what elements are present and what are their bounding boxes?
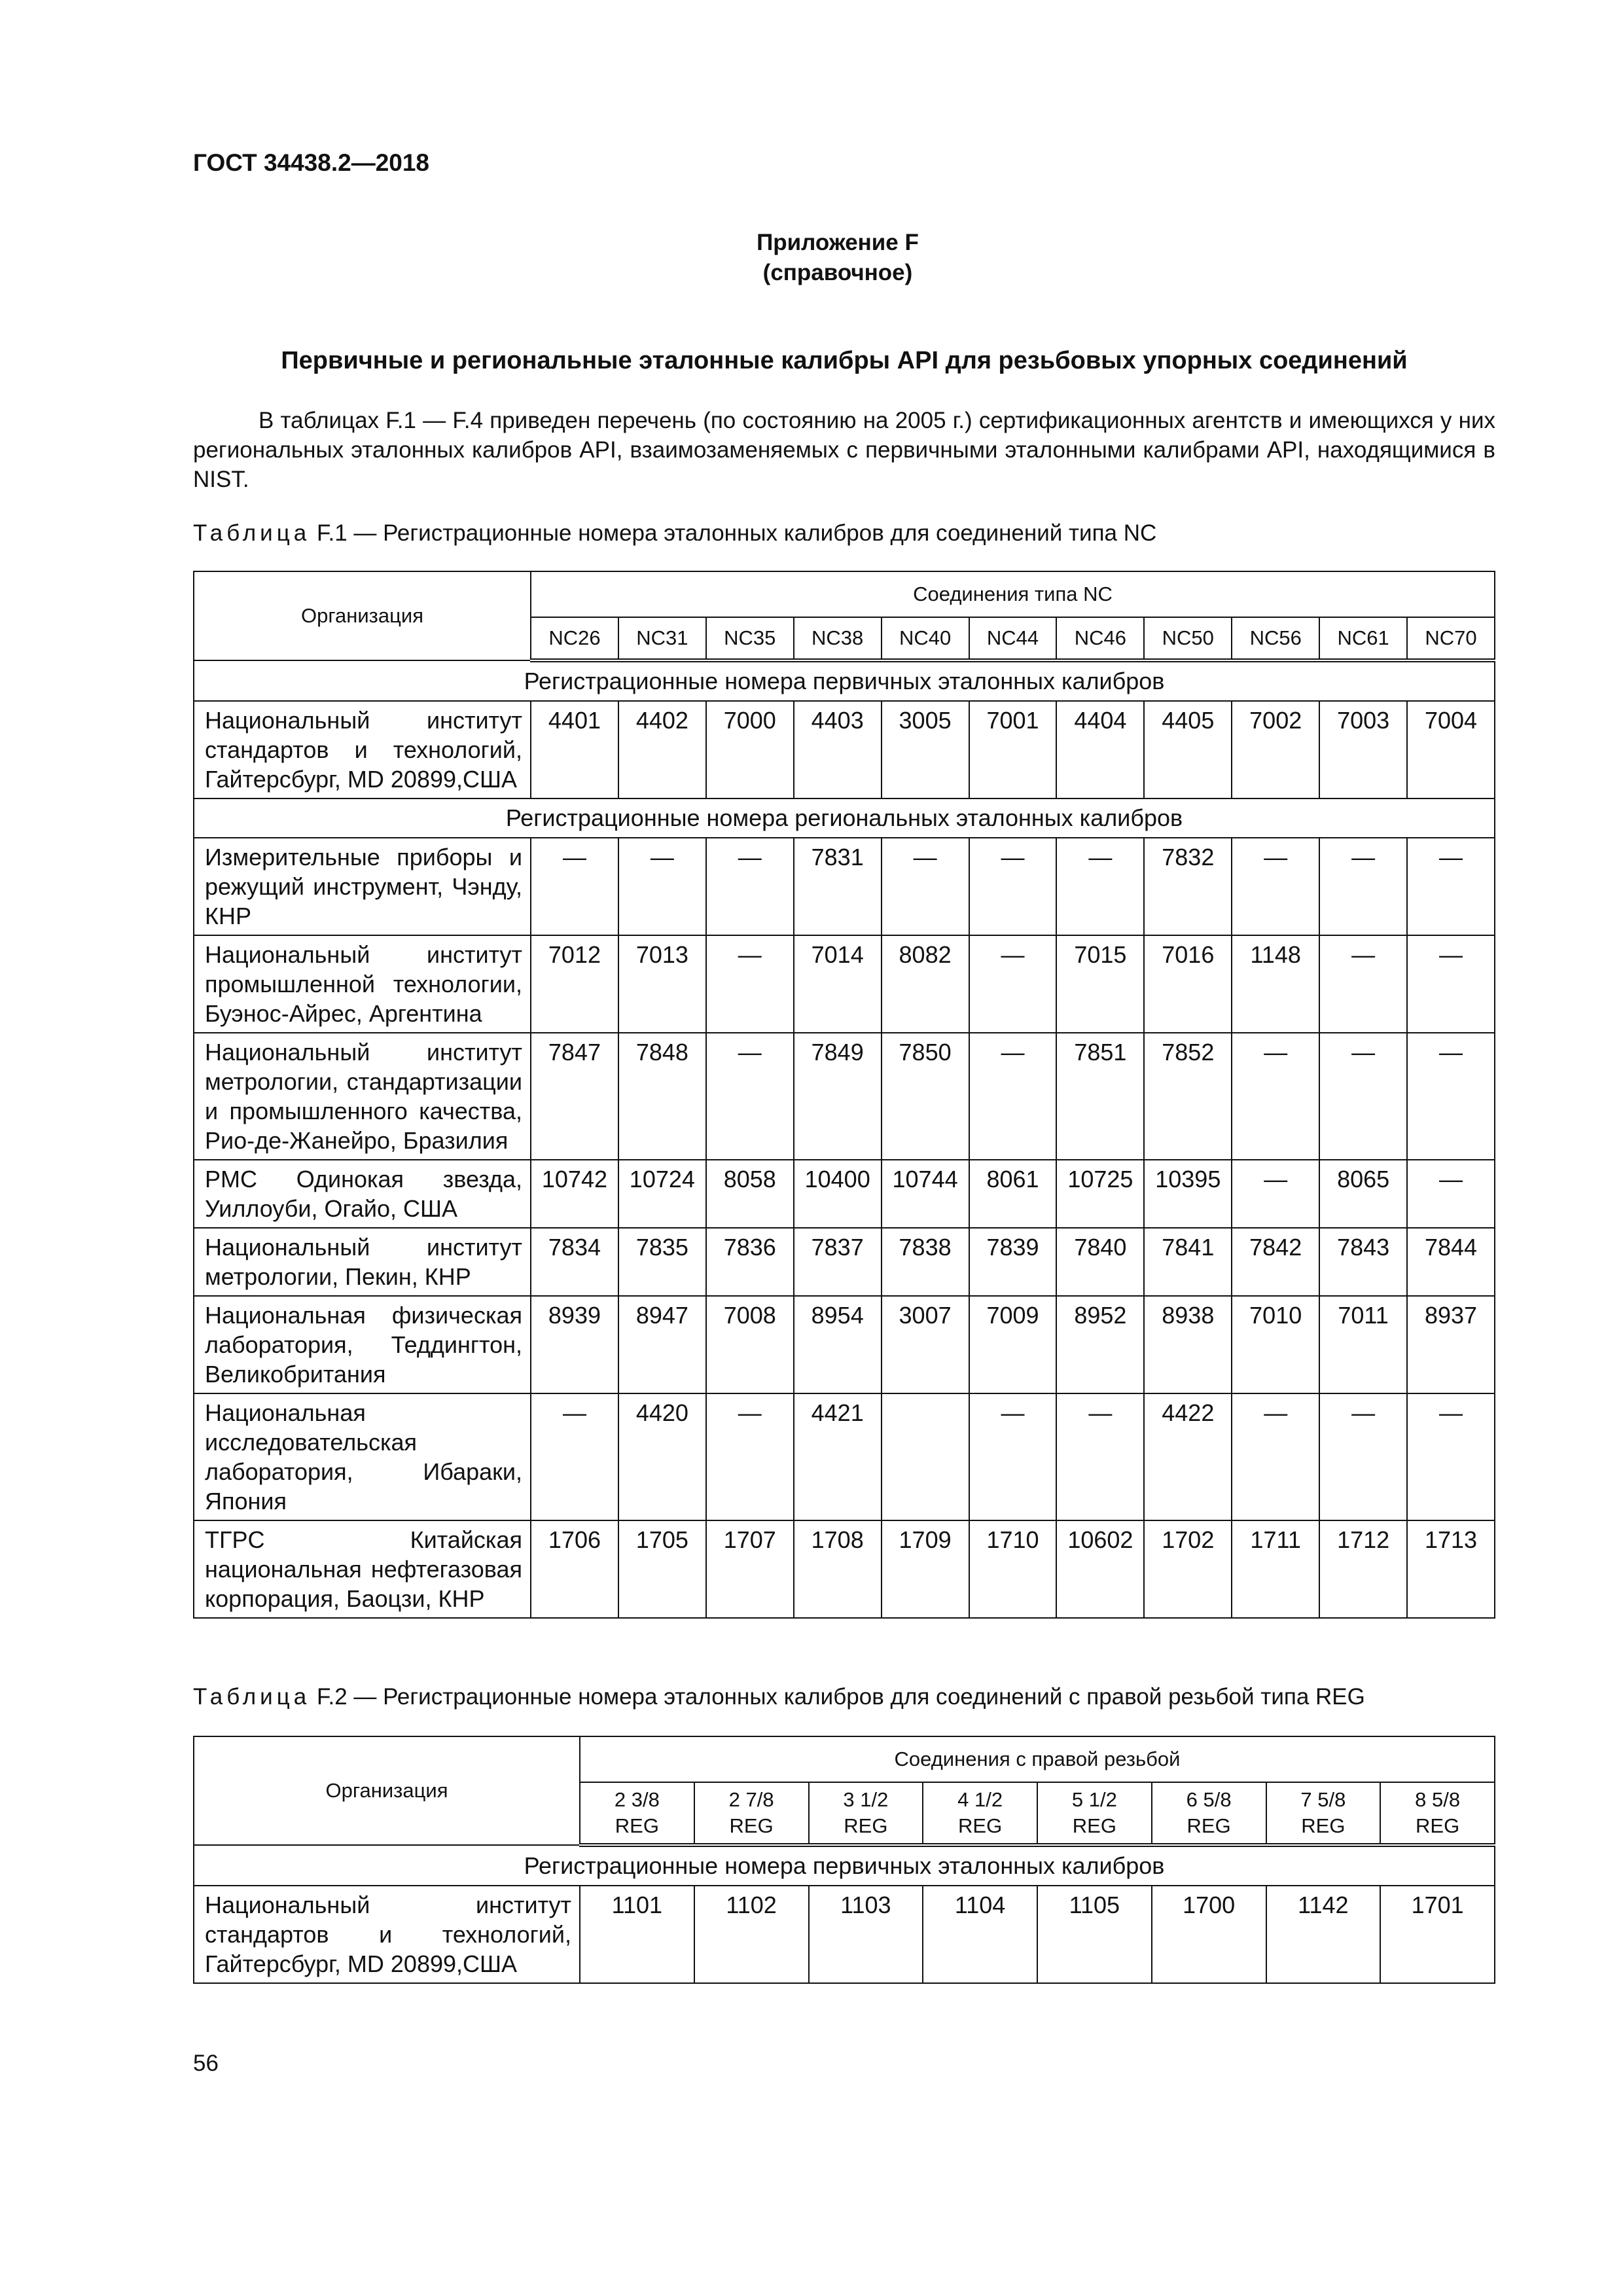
value-cell: 7015 (1056, 935, 1144, 1033)
value-cell: — (1056, 838, 1144, 935)
column-type: REG (1416, 1814, 1460, 1837)
value-cell: — (706, 935, 794, 1033)
value-cell: 10395 (1144, 1160, 1232, 1228)
value-cell: — (1407, 935, 1495, 1033)
value-cell: 10602 (1056, 1520, 1144, 1618)
section-title: Регистрационные номера региональных эталонных калибров (194, 798, 1495, 838)
appendix-label: Приложение F (757, 230, 919, 255)
value-cell: — (1056, 1393, 1144, 1520)
value-cell: — (618, 838, 706, 935)
column-header (694, 1782, 809, 1845)
value-cell: 1710 (969, 1520, 1057, 1618)
value-cell: — (1319, 838, 1407, 935)
value-cell: 7011 (1319, 1296, 1407, 1393)
intro-paragraph: В таблицах F.1 — F.4 приведен перечень (по состоянию на 2005 г.) сертификационных агентств и имеющихся у них региональных эталонных калибров API, взаимозаменяемых с первичными эталонными калибрами API, находящимися в NIST. (193, 408, 1495, 492)
value-cell: 7012 (531, 935, 618, 1033)
value-cell: 10400 (794, 1160, 882, 1228)
value-cell: — (531, 838, 618, 935)
value-cell: 7848 (618, 1033, 706, 1160)
value-cell: — (1407, 838, 1495, 935)
table1-caption (193, 520, 1502, 547)
value-cell: 8082 (882, 935, 969, 1033)
organization-cell: Национальная исследовательская лаборатория, Ибараки, Япония (194, 1393, 531, 1520)
organization-cell: Национальная физическая лаборатория, Теддингтон, Великобритания (194, 1296, 531, 1393)
value-cell: 4405 (1144, 701, 1232, 798)
section-row (194, 798, 1495, 838)
value-cell: 7842 (1232, 1228, 1319, 1296)
organization-cell: Национальный институт стандартов и технологий, Гайтерсбург, MD 20899,США (194, 1886, 580, 1983)
value-cell: 8065 (1319, 1160, 1407, 1228)
value-cell: 7009 (969, 1296, 1057, 1393)
value-cell: 7836 (706, 1228, 794, 1296)
section-title: Регистрационные номера первичных эталонных калибров (194, 1845, 1495, 1886)
organization-cell: Измерительные приборы и режущий инструмент, Чэнду, КНР (194, 838, 531, 935)
column-header: NC46 (1056, 617, 1144, 660)
value-cell: 7008 (706, 1296, 794, 1393)
value-cell: 1708 (794, 1520, 882, 1618)
value-cell: 4421 (794, 1393, 882, 1520)
column-header (580, 1782, 694, 1845)
table-row (194, 1393, 1495, 1520)
column-header (1037, 1782, 1152, 1845)
table1-caption-text: F.1 — Регистрационные номера эталонных калибров для соединений типа NC (316, 520, 1157, 546)
table-nc-connections (193, 571, 1495, 1619)
column-header (923, 1782, 1037, 1845)
value-cell: 1105 (1037, 1886, 1152, 1983)
column-header (809, 1782, 923, 1845)
value-cell: 4404 (1056, 701, 1144, 798)
value-cell: 4403 (794, 701, 882, 798)
table-row (194, 1886, 1495, 1983)
column-type: REG (729, 1814, 774, 1837)
document-code: ГОСТ 34438.2—2018 (193, 149, 430, 176)
value-cell: — (1407, 1160, 1495, 1228)
column-header (1266, 1782, 1381, 1845)
column-header: NC26 (531, 617, 618, 660)
column-size: 4 1/2 (957, 1788, 1003, 1811)
value-cell: 8954 (794, 1296, 882, 1393)
value-cell: — (531, 1393, 618, 1520)
value-cell: 1103 (809, 1886, 923, 1983)
value-cell: 10724 (618, 1160, 706, 1228)
table-row (194, 935, 1495, 1033)
org-column-header: Организация (194, 571, 531, 660)
value-cell: 1102 (694, 1886, 809, 1983)
column-size: 3 1/2 (843, 1788, 889, 1811)
value-cell: 1706 (531, 1520, 618, 1618)
value-cell: — (1232, 1160, 1319, 1228)
value-cell: — (1232, 838, 1319, 935)
value-cell: 1702 (1144, 1520, 1232, 1618)
value-cell: — (1319, 935, 1407, 1033)
table1-caption-label: Таблица (193, 520, 311, 546)
value-cell: 7002 (1232, 701, 1319, 798)
column-header (1380, 1782, 1495, 1845)
table2-caption-text: F.2 — Регистрационные номера эталонных калибров для соединений с правой резьбой типа REG (316, 1684, 1365, 1710)
value-cell: 7013 (618, 935, 706, 1033)
organization-cell: PMC Одинокая звезда, Уиллоуби, Огайо, США (194, 1160, 531, 1228)
org-column-header: Организация (194, 1736, 580, 1845)
value-cell: 8938 (1144, 1296, 1232, 1393)
table-row (194, 838, 1495, 935)
value-cell: 7000 (706, 701, 794, 798)
section-row (194, 660, 1495, 701)
value-cell: — (969, 1393, 1057, 1520)
column-header: NC56 (1232, 617, 1319, 660)
table-reg-connections (193, 1736, 1495, 1984)
column-header: NC40 (882, 617, 969, 660)
column-header (1152, 1782, 1266, 1845)
value-cell: 7852 (1144, 1033, 1232, 1160)
value-cell: 7843 (1319, 1228, 1407, 1296)
value-cell: — (882, 838, 969, 935)
organization-cell: TГPC Китайская национальная нефтегазовая корпорация, Баоцзи, КНР (194, 1520, 531, 1618)
value-cell: — (1232, 1393, 1319, 1520)
value-cell: 1700 (1152, 1886, 1266, 1983)
value-cell: 1701 (1380, 1886, 1495, 1983)
value-cell: 7838 (882, 1228, 969, 1296)
page-number: 56 (193, 2051, 219, 2076)
value-cell: 3005 (882, 701, 969, 798)
value-cell: 7847 (531, 1033, 618, 1160)
value-cell: 7840 (1056, 1228, 1144, 1296)
value-cell: 7014 (794, 935, 882, 1033)
organization-cell: Национальный институт метрологии, Пекин, КНР (194, 1228, 531, 1296)
value-cell: 7841 (1144, 1228, 1232, 1296)
column-header: NC50 (1144, 617, 1232, 660)
value-cell: 7010 (1232, 1296, 1319, 1393)
value-cell: — (1407, 1033, 1495, 1160)
value-cell: — (706, 1393, 794, 1520)
column-size: 6 5/8 (1186, 1788, 1232, 1811)
column-type: REG (958, 1814, 1003, 1837)
value-cell: 10744 (882, 1160, 969, 1228)
value-cell: 7831 (794, 838, 882, 935)
value-cell: 1142 (1266, 1886, 1381, 1983)
appendix-heading (0, 228, 1623, 288)
value-cell: — (1319, 1393, 1407, 1520)
value-cell: 8058 (706, 1160, 794, 1228)
value-cell: 8939 (531, 1296, 618, 1393)
value-cell: 7832 (1144, 838, 1232, 935)
column-type: REG (1072, 1814, 1116, 1837)
table-row (194, 1228, 1495, 1296)
value-cell: 1707 (706, 1520, 794, 1618)
value-cell: 1711 (1232, 1520, 1319, 1618)
table-row (194, 1160, 1495, 1228)
value-cell (882, 1393, 969, 1520)
value-cell: 3007 (882, 1296, 969, 1393)
table-row (194, 1033, 1495, 1160)
organization-cell: Национальный институт промышленной технологии, Буэнос-Айрес, Аргентина (194, 935, 531, 1033)
value-cell: 8947 (618, 1296, 706, 1393)
value-cell: — (1232, 1033, 1319, 1160)
value-cell: 7849 (794, 1033, 882, 1160)
column-size: 2 7/8 (728, 1788, 774, 1811)
value-cell: 10725 (1056, 1160, 1144, 1228)
table-row (194, 701, 1495, 798)
organization-cell: Национальный институт стандартов и технологий, Гайтерсбург, MD 20899,США (194, 701, 531, 798)
value-cell: 8952 (1056, 1296, 1144, 1393)
column-type: REG (844, 1814, 888, 1837)
column-header: NC70 (1407, 617, 1495, 660)
value-cell: 7834 (531, 1228, 618, 1296)
column-type: REG (1301, 1814, 1346, 1837)
value-cell: — (706, 1033, 794, 1160)
column-type: REG (1186, 1814, 1231, 1837)
column-size: 5 1/2 (1071, 1788, 1117, 1811)
column-header: NC31 (618, 617, 706, 660)
value-cell: — (969, 838, 1057, 935)
value-cell: 1712 (1319, 1520, 1407, 1618)
value-cell: 1104 (923, 1886, 1037, 1983)
value-cell: 8061 (969, 1160, 1057, 1228)
value-cell: 7844 (1407, 1228, 1495, 1296)
table2-caption-label: Таблица (193, 1684, 311, 1710)
value-cell: 1705 (618, 1520, 706, 1618)
value-cell: 4420 (618, 1393, 706, 1520)
group-column-header: Соединения типа NC (531, 571, 1495, 617)
value-cell: 7851 (1056, 1033, 1144, 1160)
value-cell: 8937 (1407, 1296, 1495, 1393)
value-cell: — (1319, 1033, 1407, 1160)
value-cell: — (969, 1033, 1057, 1160)
value-cell: 10742 (531, 1160, 618, 1228)
value-cell: 4402 (618, 701, 706, 798)
value-cell: 4422 (1144, 1393, 1232, 1520)
value-cell: 1101 (580, 1886, 694, 1983)
value-cell: 4401 (531, 701, 618, 798)
value-cell: 1148 (1232, 935, 1319, 1033)
value-cell: 7839 (969, 1228, 1057, 1296)
value-cell: 7850 (882, 1033, 969, 1160)
column-size: 7 5/8 (1300, 1788, 1346, 1811)
group-column-header: Соединения с правой резьбой (580, 1736, 1495, 1782)
column-header: NC61 (1319, 617, 1407, 660)
value-cell: 7837 (794, 1228, 882, 1296)
value-cell: — (706, 838, 794, 935)
value-cell: 7004 (1407, 701, 1495, 798)
column-header: NC44 (969, 617, 1057, 660)
value-cell: 7016 (1144, 935, 1232, 1033)
value-cell: 1709 (882, 1520, 969, 1618)
column-size: 2 3/8 (614, 1788, 660, 1811)
value-cell: — (1407, 1393, 1495, 1520)
organization-cell: Национальный институт метрологии, стандартизации и промышленного качества, Рио-де-Жанейро, Бразилия (194, 1033, 531, 1160)
section-title: Регистрационные номера первичных эталонных калибров (194, 660, 1495, 701)
section-row (194, 1845, 1495, 1886)
column-header: NC35 (706, 617, 794, 660)
column-header: NC38 (794, 617, 882, 660)
value-cell: 1713 (1407, 1520, 1495, 1618)
column-size: 8 5/8 (1415, 1788, 1461, 1811)
value-cell: 7835 (618, 1228, 706, 1296)
value-cell: 7001 (969, 701, 1057, 798)
table-row (194, 1520, 1495, 1618)
table2-caption (193, 1684, 1502, 1710)
appendix-type: (справочное) (762, 260, 913, 285)
column-type: REG (615, 1814, 659, 1837)
table-row (194, 1296, 1495, 1393)
value-cell: 7003 (1319, 701, 1407, 798)
value-cell: — (969, 935, 1057, 1033)
appendix-title: Первичные и региональные эталонные калибры API для резьбовых упорных соединений (281, 347, 1408, 374)
